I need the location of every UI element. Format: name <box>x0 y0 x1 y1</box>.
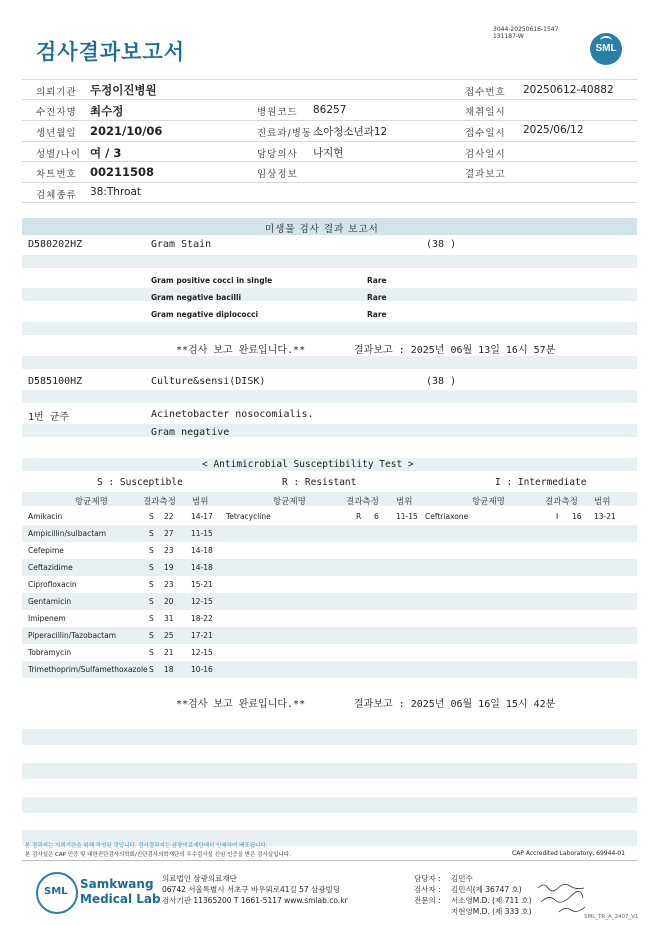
ast-range: 14-18 <box>191 546 213 555</box>
ast-sir: S <box>149 665 154 674</box>
patient-name-value: 최수정 <box>90 104 124 118</box>
ast-sir: S <box>149 563 154 572</box>
ast-range: 11-15 <box>191 529 213 538</box>
ast-value: 20 <box>164 597 174 606</box>
doctor-label: 담당의사 <box>257 149 298 160</box>
ast-value: 16 <box>572 512 582 521</box>
row-band <box>22 729 637 745</box>
ast-legend-intermediate: I : Intermediate <box>495 477 587 488</box>
ast-sir: R <box>356 512 362 521</box>
ast-value: 6 <box>374 512 379 521</box>
ast-range: 17-21 <box>191 631 213 640</box>
birth-label: 생년월일 <box>36 128 77 139</box>
specimen-value: 38:Throat <box>90 186 142 198</box>
ast-value: 21 <box>164 648 174 657</box>
ast-sir: S <box>149 648 154 657</box>
row-band <box>22 322 637 335</box>
page-title: 검사결과보고서 <box>36 40 186 64</box>
staff-label: 전문의 : <box>414 896 441 905</box>
gram-finding-result: Rare <box>367 293 387 302</box>
ast-value: 23 <box>164 546 174 555</box>
sex-age-value: 여 / 3 <box>90 146 122 160</box>
ast-sir: S <box>149 614 154 623</box>
row-band <box>22 390 637 403</box>
dept-label: 진료과/병동 <box>257 128 313 139</box>
col-header-result: 결과측정 <box>545 497 578 507</box>
footer-note-1: 본 결과지는 의뢰기관을 위해 작성된 것입니다. 검사결과지는 삼광의료재단에서 인쇄하여 배포됩니다. <box>25 843 268 849</box>
ast-range: 18-22 <box>191 614 213 623</box>
final-report-time: 결과보고 : 2025년 06월 16일 15시 42분 <box>354 699 556 710</box>
staff-label: 담당자 : <box>414 874 441 883</box>
col-header-range: 범위 <box>192 497 209 507</box>
ast-value: 18 <box>164 665 174 674</box>
divider <box>22 182 637 183</box>
ast-value: 19 <box>164 563 174 572</box>
section-title: 미생물 검사 결과 보고서 <box>265 224 379 235</box>
ast-value: 31 <box>164 614 174 623</box>
organism-gram-type: Gram negative <box>151 427 230 438</box>
gram-test-name: Gram Stain <box>151 239 212 250</box>
ast-value: 25 <box>164 631 174 640</box>
divider <box>22 99 637 100</box>
ast-value: 27 <box>164 529 174 538</box>
col-header-drug: 항균제명 <box>472 497 505 507</box>
brand-name-line2: Medical Lab <box>80 892 161 906</box>
chart-no-label: 차트번호 <box>36 169 77 180</box>
gram-finding-result: Rare <box>367 276 387 285</box>
final-complete-text: **검사 보고 완료입니다.** <box>176 699 306 710</box>
document-id-line1: 3044-20250616-1547 <box>493 26 559 33</box>
culture-test-code: D585100HZ <box>28 376 83 387</box>
sex-age-label: 성별/나이 <box>36 149 81 160</box>
hospital-code-label: 병원코드 <box>257 107 298 118</box>
org-contact: 검사기관 11365200 T 1661-5117 www.smlab.co.kr <box>162 896 348 905</box>
staff-name: 서소영M.D. (제 711 호) <box>451 896 532 905</box>
ast-sir: S <box>149 597 154 606</box>
gram-finding-label: Gram negative diplococci <box>151 310 259 319</box>
ast-row-band <box>22 559 637 576</box>
test-date-label: 검사일시 <box>465 149 506 160</box>
collection-date-label: 채취일시 <box>465 107 506 118</box>
ast-value: 23 <box>164 580 174 589</box>
doctor-value: 나지현 <box>313 147 344 159</box>
ast-sir: S <box>149 529 154 538</box>
hospital-code-value: 86257 <box>313 104 347 116</box>
patient-name-label: 수진자명 <box>36 107 77 118</box>
ast-drug-name: Trimethoprim/Sulfamethoxazole <box>28 665 148 674</box>
ast-range: 12-15 <box>191 597 213 606</box>
ast-drug-name: Tobramycin <box>28 648 72 657</box>
ast-drug-name: Gentamicin <box>28 597 72 606</box>
divider <box>22 120 637 121</box>
divider <box>22 202 637 203</box>
ast-range: 12-15 <box>191 648 213 657</box>
chart-no-value: 00211508 <box>90 165 155 179</box>
ast-sir: S <box>149 580 154 589</box>
cap-accreditation: CAP Accredited Laboratory, 69944-01 <box>512 850 626 857</box>
ast-drug-name: Piperacillin/Tazobactam <box>28 631 117 640</box>
ast-legend-resistant: R : Resistant <box>282 477 357 488</box>
ast-sir: S <box>149 546 154 555</box>
ast-range: 14-18 <box>191 563 213 572</box>
receipt-no-value: 20250612-40882 <box>523 84 614 96</box>
ast-drug-name: Ciprofloxacin <box>28 580 77 589</box>
organism-name: Acinetobacter nosocomialis. <box>151 409 314 420</box>
gram-report-time: 결과보고 : 2025년 06월 13일 16시 57분 <box>354 345 556 356</box>
row-band <box>22 255 637 268</box>
divider <box>22 161 637 162</box>
staff-name: 김민수 <box>451 874 473 883</box>
gram-specimen-no: (38 ) <box>426 239 457 250</box>
ast-range: 13-21 <box>594 512 616 521</box>
col-header-drug: 항균제명 <box>75 497 108 507</box>
ast-sir: S <box>149 512 154 521</box>
col-header-result: 결과측정 <box>346 497 379 507</box>
ast-row-band <box>22 593 637 610</box>
receipt-no-label: 접수번호 <box>465 87 506 98</box>
col-header-range: 범위 <box>594 497 611 507</box>
requesting-org-label: 의뢰기관 <box>36 87 77 98</box>
ast-drug-name: Tetracycline <box>226 512 271 521</box>
org-address: 06742 서울특별시 서초구 바우뫼로41길 57 삼광빌딩 <box>162 885 341 894</box>
requesting-org-value: 두정이진병원 <box>90 83 157 97</box>
footer-divider <box>22 860 637 861</box>
col-header-range: 범위 <box>396 497 413 507</box>
col-header-drug: 항균제명 <box>273 497 306 507</box>
signature-marks <box>535 878 595 918</box>
specimen-label: 검체종류 <box>36 190 77 201</box>
receipt-date-label: 접수일시 <box>465 128 506 139</box>
gram-complete-text: **검사 보고 완료입니다.** <box>176 345 306 356</box>
form-code: SML_TR_A_2407_V1 <box>584 914 639 920</box>
culture-specimen-no: (38 ) <box>426 376 457 387</box>
divider <box>22 141 637 142</box>
ast-drug-name: Ceftriaxone <box>425 512 469 521</box>
sml-logo: SML <box>590 33 622 65</box>
culture-test-name: Culture&sensi(DISK) <box>151 376 266 387</box>
ast-drug-name: Imipenem <box>28 614 66 623</box>
document-id-line2: 131187-W <box>493 33 524 40</box>
ast-drug-name: Cefepime <box>28 546 64 555</box>
report-label: 결과보고 <box>465 169 506 180</box>
divider <box>22 79 637 80</box>
ast-range: 14-17 <box>191 512 213 521</box>
row-band <box>22 763 637 779</box>
birth-value: 2021/10/06 <box>90 124 163 138</box>
gram-test-code: D580202HZ <box>28 239 83 250</box>
dept-value: 소아청소년과12 <box>313 126 388 138</box>
staff-name: 김민식(제 36747 호) <box>451 885 522 894</box>
ast-drug-name: Ceftazidime <box>28 563 73 572</box>
staff-name: 지현영M.D. (제 333 호) <box>451 907 532 916</box>
clinical-label: 임상정보 <box>257 169 298 180</box>
ast-range: 11-15 <box>396 512 418 521</box>
gram-finding-result: Rare <box>367 310 387 319</box>
ast-drug-name: Amikacin <box>28 512 63 521</box>
org-name: 의료법인 삼광의료재단 <box>162 874 237 883</box>
ast-value: 22 <box>164 512 174 521</box>
ast-drug-name: Ampicillin/sulbactam <box>28 529 107 538</box>
ast-legend-susceptible: S : Susceptible <box>97 477 183 488</box>
ast-range: 15-21 <box>191 580 213 589</box>
ast-sir: S <box>149 631 154 640</box>
gram-finding-label: Gram negative bacilli <box>151 293 242 302</box>
ast-title: < Antimicrobial Susceptibility Test > <box>202 459 414 470</box>
receipt-date-value: 2025/06/12 <box>523 124 584 136</box>
ast-row-band <box>22 525 637 542</box>
organism-label: 1번 균주 <box>28 412 70 423</box>
brand-name-line1: Samkwang <box>80 877 154 891</box>
ast-sir: I <box>556 512 559 521</box>
row-band <box>22 797 637 813</box>
row-band <box>22 288 637 301</box>
row-band <box>22 356 637 369</box>
sml-footer-logo-text: SML <box>44 886 68 897</box>
footer-note-2: 본 검사실은 CAP 인증 및 대한진단검사의학회/진단검사의학재단의 우수검사실 신임 인증을 받은 검사실입니다. <box>25 852 291 858</box>
col-header-result: 결과측정 <box>143 497 176 507</box>
staff-label: 검사자 : <box>414 885 441 894</box>
document-id <box>493 26 558 40</box>
row-band <box>22 424 637 437</box>
gram-finding-label: Gram positive cocci in single <box>151 276 273 285</box>
ast-range: 10-16 <box>191 665 213 674</box>
